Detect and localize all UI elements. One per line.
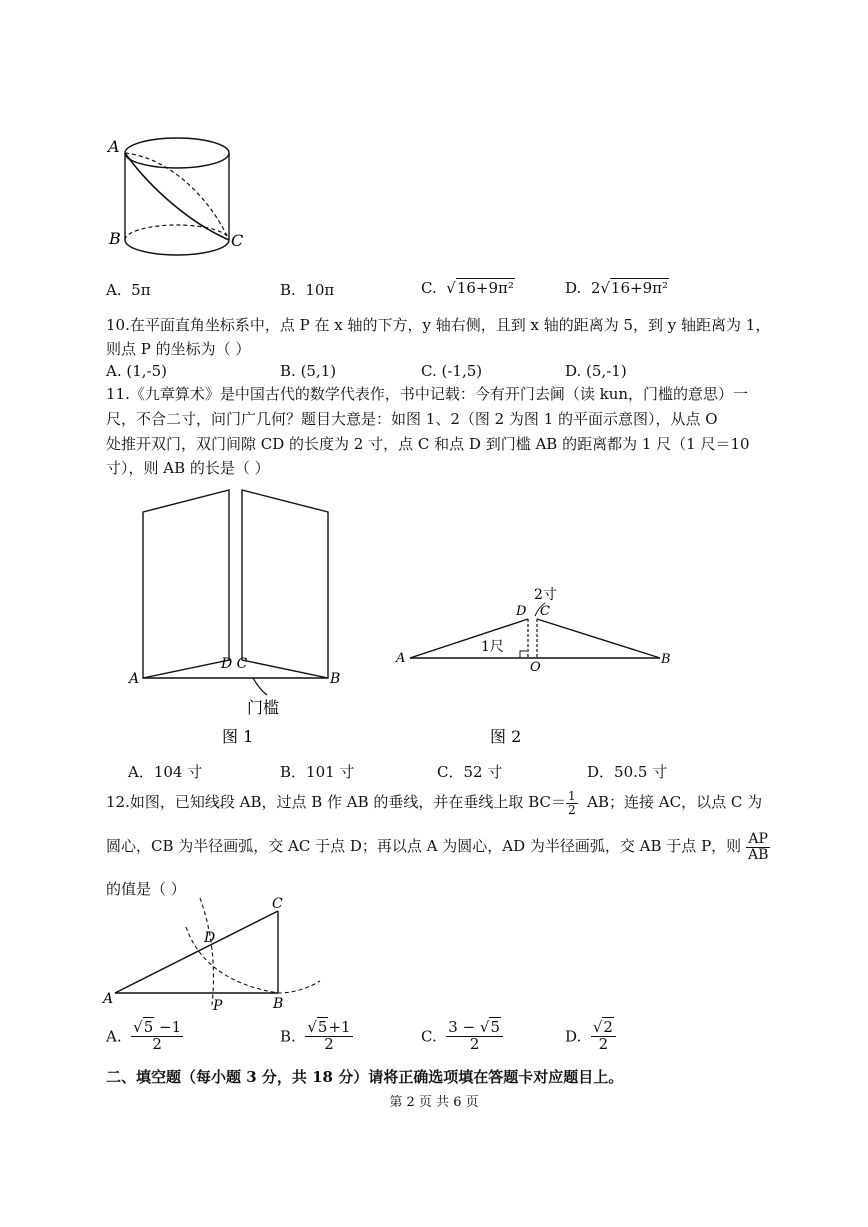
- right-door: [242, 490, 328, 678]
- q11-stem-line4: 寸），则 AB 的长是（ ）: [106, 459, 270, 477]
- label-C: C: [231, 231, 244, 250]
- fig2-right-angle: [520, 651, 527, 658]
- q12-option-d: D. $\frac{√2}{2}$: [565, 1020, 616, 1053]
- fig2-line-AD: [410, 619, 528, 658]
- q10-stem-line2: 则点 P 的坐标为（ ）: [106, 340, 251, 358]
- q11-option-d: D．50.5 寸: [587, 763, 668, 781]
- q10-option-c: C. (-1,5): [421, 362, 483, 380]
- q11-stem-line1: 11.《九章算术》是中国古代的数学代表作，书中记载：今有开门去阃（读 kun，门槛的意思）一: [106, 385, 749, 403]
- fig2-label-dist: 1尺: [481, 639, 504, 655]
- segment-AC: [115, 911, 278, 993]
- q11-stem-line3: 处推开双门，双门间隙 CD 的长度为 2 寸，点 C 和点 D 到门槛 AB 的距离都为 1 尺（1 尺＝10: [106, 435, 750, 453]
- figure-1-doors: [125, 485, 355, 755]
- fig1-label-DC: D C: [221, 656, 248, 672]
- q12-option-b: B. $\frac{√5+1}{2}$: [280, 1018, 351, 1053]
- q12-stem-line2: 圆心，CB 为半径画弧，交 AC 于点 D；再以点 A 为圆心，AD 为半径画弧，交 AB 于点 P，则 $\frac{AP}{AB}$: [106, 831, 769, 863]
- figure-2-plan: [395, 575, 685, 755]
- fig1-label-threshold: 门槛: [247, 698, 280, 717]
- helix-back: [125, 153, 229, 240]
- label-B: B: [109, 229, 121, 248]
- fig1-label-B: B: [330, 671, 341, 687]
- fig12-label-B: B: [273, 996, 284, 1012]
- section-2-heading: 二、填空题（每小题 3 分，共 18 分）请将正确选项填在答题卡对应题目上。: [106, 1068, 624, 1086]
- left-door: [143, 490, 229, 678]
- threshold-leader: [253, 678, 267, 695]
- arc-center-A: [200, 898, 214, 1005]
- fig12-label-D: D: [204, 930, 216, 946]
- q10-option-b: B. (5,1): [280, 362, 337, 380]
- q12-triangle-figure: [100, 893, 330, 1018]
- fig2-label-A: A: [396, 651, 406, 666]
- q12-stem-line1: 12.如图，已知线段 AB，过点 B 作 AB 的垂线，并在垂线上取 BC＝ $\frac{1}{2}$ AB；连接 AC，以点 C 为: [106, 789, 763, 817]
- q10-option-a: A. (1,-5): [106, 362, 168, 380]
- page-footer: 第 2 页 共 6 页: [389, 1095, 479, 1110]
- q12-option-c: C. $\frac{3 - √5}{2}$: [421, 1020, 503, 1053]
- fig2-label-O: O: [530, 660, 541, 675]
- label-A: A: [108, 137, 120, 156]
- q9-option-a: A. 5π: [106, 281, 151, 299]
- q12-option-a: A. $\frac{√5 -1}{2}$: [106, 1018, 182, 1053]
- q12-stem-line3: 的值是（ ）: [106, 880, 186, 898]
- q9-option-d: D. 2√16+9π²: [565, 279, 668, 297]
- cylinder-figure: [100, 128, 260, 258]
- q9-option-c: C. √16+9π²: [421, 279, 514, 297]
- cylinder-bottom-front: [125, 240, 229, 255]
- fig2-label-C: C: [540, 604, 550, 619]
- fig2-label-B: B: [661, 652, 671, 667]
- q9-option-b: B. 10π: [280, 281, 335, 299]
- fig2-label-D: D: [516, 604, 527, 619]
- fig2-label-gap: 2寸: [534, 587, 557, 603]
- cylinder-top-ellipse: [125, 138, 229, 168]
- fig12-label-P: P: [213, 998, 223, 1014]
- q10-stem-line1: 10.在平面直角坐标系中，点 P 在 x 轴的下方，y 轴右侧，且到 x 轴的距离为 5，到 y 轴距离为 1，: [106, 316, 771, 334]
- fig1-caption: 图 1: [222, 727, 254, 746]
- fig2-caption: 图 2: [490, 727, 522, 746]
- q11-option-a: A．104 寸: [128, 763, 203, 781]
- q11-stem-line2: 尺，不合二寸，问门广几何？题目大意是：如图 1、2（图 2 为图 1 的平面示意图），从点 O: [106, 410, 718, 428]
- helix-front: [125, 153, 229, 240]
- fig12-label-C: C: [272, 896, 283, 912]
- fig12-label-A: A: [103, 991, 114, 1007]
- fig1-label-A: A: [129, 671, 140, 687]
- q11-option-b: B．101 寸: [280, 763, 355, 781]
- q10-option-d: D. (5,-1): [565, 362, 627, 380]
- fig2-line-CB: [537, 619, 660, 658]
- q11-option-c: C．52 寸: [437, 763, 503, 781]
